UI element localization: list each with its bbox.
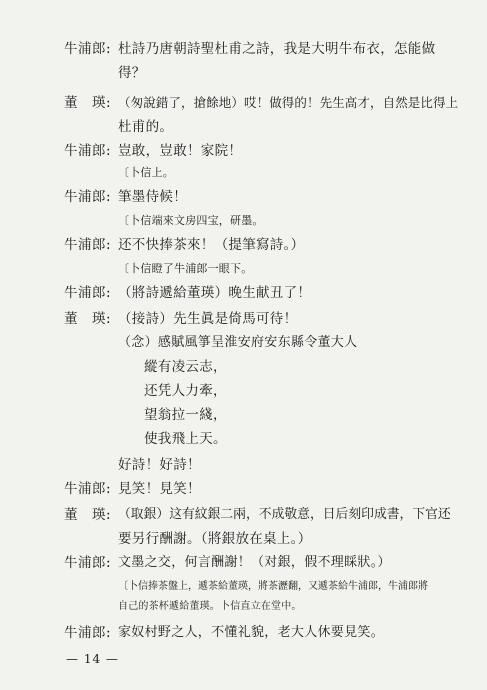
line-text: 文墨之交，何言酬謝！（对銀，假不理睬狀。） xyxy=(118,555,391,570)
speaker: 牛浦郎: xyxy=(64,237,112,253)
line-text: 望翁拉一綫， xyxy=(144,407,227,423)
line-text: 杜甫的。 xyxy=(118,119,174,135)
line-text: 还凭人力牽， xyxy=(144,383,227,399)
line-text: 家奴村野之人，不懂礼貌，老大人休要見笑。 xyxy=(118,625,385,640)
speaker: 牛浦郎: xyxy=(64,285,112,301)
line-text: （接詩）先生眞是倚馬可待！ xyxy=(118,311,298,327)
line-text: 〔卜信捧茶盤上，遞茶給董瑛，將茶瀝翻，又遞茶給牛浦郎，牛浦郎將 xyxy=(118,581,428,592)
line-text: （念）感賦風箏呈淮安府安东縣令董大人 xyxy=(118,335,358,350)
line-text: 〔卜信上。 xyxy=(118,166,174,179)
speaker: 牛浦郎: xyxy=(64,625,112,641)
line-text: 得？ xyxy=(118,65,146,81)
line-text: （匆說錯了，搶餘地）哎！做得的！先生高才，自然是比得上 xyxy=(118,95,459,110)
speaker: 董 瑛: xyxy=(64,311,112,327)
line-text: 杜詩乃唐朝詩聖杜甫之詩，我是大明牛布衣，怎能做 xyxy=(118,41,436,57)
line-text: （取銀）这有紋銀二兩，不成敬意，日后刻印成書，下官还 xyxy=(118,507,451,522)
speaker: 牛浦郎: xyxy=(64,189,112,205)
line-text: （將詩遞給董瑛）晚生献丑了！ xyxy=(118,285,312,301)
speaker: 牛浦郎: xyxy=(64,41,112,57)
line-text: 〔卜信端來文房四宝，研墨。 xyxy=(118,214,264,227)
line-text: 〔卜信瞪了牛浦郎一眼下。 xyxy=(118,262,253,275)
line-text: 自己的茶杯遞給董瑛。卜信直立在堂中。 xyxy=(118,601,302,612)
speaker: 董 瑛: xyxy=(64,95,112,111)
line-text: 好詩！好詩！ xyxy=(118,457,201,473)
page-number: — 14 — xyxy=(66,652,119,666)
speaker: 牛浦郎: xyxy=(64,481,112,497)
speaker: 董 瑛: xyxy=(64,507,112,523)
line-text: 要另行酬謝。（將銀放在桌上。） xyxy=(118,531,312,547)
line-text: 見笑！見笑！ xyxy=(118,481,201,497)
line-text: 筆墨侍候！ xyxy=(118,189,187,205)
line-text: 还不快捧茶來！（提筆寫詩。） xyxy=(118,237,305,253)
line-text: 縱有凌云志， xyxy=(144,359,227,375)
speaker: 牛浦郎: xyxy=(64,143,112,159)
line-text: 豈敢，豈敢！家院！ xyxy=(118,143,243,159)
line-text: 使我飛上天。 xyxy=(144,431,227,447)
speaker: 牛浦郎: xyxy=(64,555,112,571)
